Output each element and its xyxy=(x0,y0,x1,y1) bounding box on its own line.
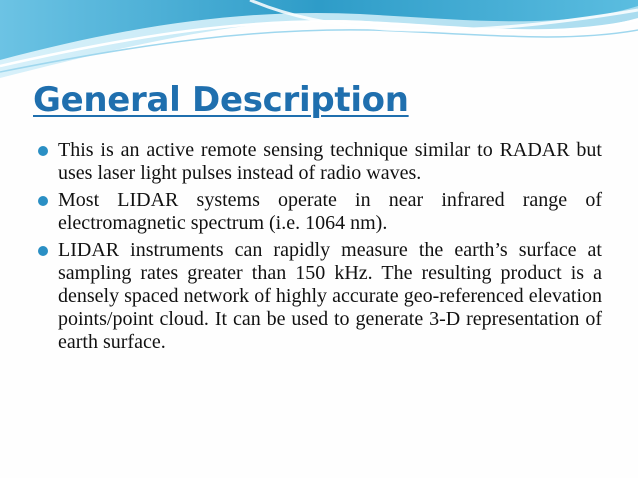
header-wave-decoration xyxy=(0,0,638,90)
bullet-text: LIDAR instruments can rapidly measure the earth’s surface at sampling rates greater than 150 kHz. The resulting product is a densely spaced network of highly accurate geo-referenced elevation points/point cloud. It can be used to generate 3-D representation of earth surface. xyxy=(58,239,602,353)
bullet-dot-icon xyxy=(38,196,48,206)
bullet-item xyxy=(0,189,602,235)
bullet-dot-icon xyxy=(38,146,48,156)
bullet-text: Most LIDAR systems operate in near infrared range of electromagnetic spectrum (i.e. 1064 nm). xyxy=(58,189,602,234)
bullet-item xyxy=(0,139,602,185)
bullet-item xyxy=(0,239,602,354)
bullet-text: This is an active remote sensing technique similar to RADAR but uses laser light pulses instead of radio waves. xyxy=(58,139,602,184)
bullet-list xyxy=(0,139,602,358)
bullet-dot-icon xyxy=(38,246,48,256)
slide-title: General Description xyxy=(33,80,409,120)
